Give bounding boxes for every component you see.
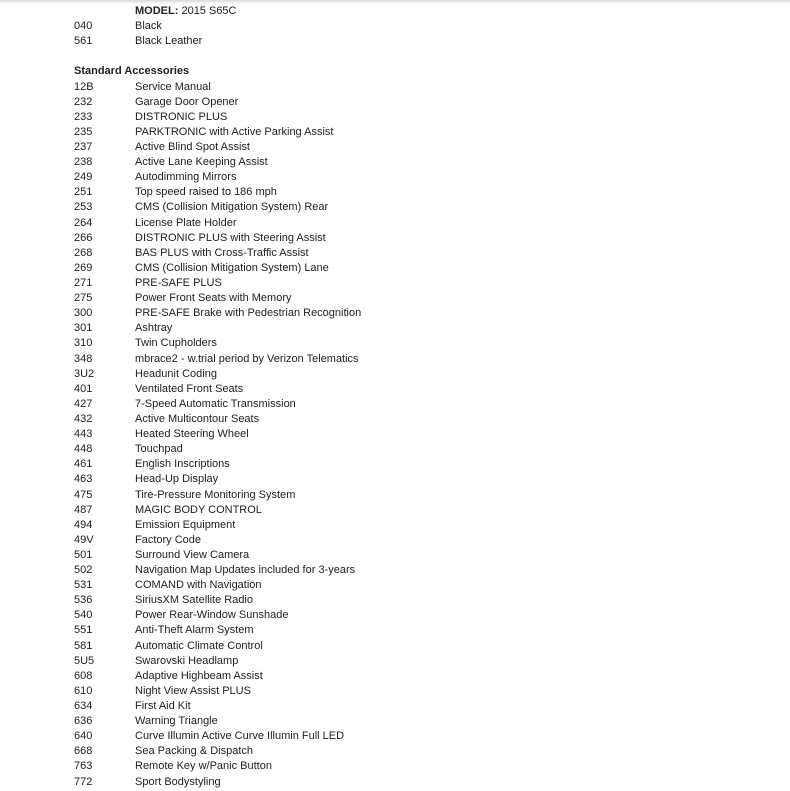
option-description: DISTRONIC PLUS <box>135 110 228 123</box>
accessory-row <box>74 488 774 503</box>
option-description: Swarovski Headlamp <box>135 654 239 667</box>
color-option-row <box>74 34 774 49</box>
option-code: 275 <box>74 292 93 305</box>
option-description: Power Rear-Window Sunshade <box>135 609 289 622</box>
model-line <box>135 4 774 19</box>
option-code: 531 <box>74 579 93 592</box>
accessory-row <box>74 744 774 759</box>
option-code: 463 <box>74 473 93 486</box>
option-code: 300 <box>74 307 93 320</box>
accessory-row <box>74 729 774 744</box>
option-description: BAS PLUS with Cross-Traffic Assist <box>135 246 309 259</box>
model-row-spacer <box>74 4 135 19</box>
option-code: 253 <box>74 201 93 214</box>
option-code: 040 <box>74 20 93 33</box>
option-code: 448 <box>74 443 93 456</box>
option-code: 432 <box>74 412 93 425</box>
accessory-row <box>74 140 774 155</box>
option-description: Warning Triangle <box>135 715 218 728</box>
option-code: 502 <box>74 564 93 577</box>
option-code: 475 <box>74 488 93 501</box>
option-code: 581 <box>74 639 93 652</box>
accessory-row <box>74 518 774 533</box>
option-description: Adaptive Highbeam Assist <box>135 669 263 682</box>
option-description: PRE-SAFE PLUS <box>135 276 222 289</box>
color-options-list <box>74 19 774 49</box>
accessory-row <box>74 684 774 699</box>
accessory-row <box>74 427 774 442</box>
accessory-row <box>74 412 774 427</box>
option-code: 772 <box>74 775 93 788</box>
accessory-row <box>74 623 774 638</box>
option-description: Autodimming Mirrors <box>135 171 237 184</box>
accessory-row <box>74 608 774 623</box>
accessory-row <box>74 578 774 593</box>
option-code: 264 <box>74 216 93 229</box>
option-description: Ventilated Front Seats <box>135 382 244 395</box>
option-description: Automatic Climate Control <box>135 639 263 652</box>
option-description: SiriusXM Satellite Radio <box>135 594 253 607</box>
section-spacer <box>74 49 774 64</box>
option-code: 49V <box>74 533 94 546</box>
accessory-row <box>74 563 774 578</box>
accessory-row <box>74 155 774 170</box>
accessory-row <box>74 669 774 684</box>
option-description: Surround View Camera <box>135 548 250 561</box>
option-description: Sea Packing & Dispatch <box>135 745 254 758</box>
option-code: 540 <box>74 609 93 622</box>
option-code: 232 <box>74 95 93 108</box>
option-description: Service Manual <box>135 80 211 93</box>
option-description: Head-Up Display <box>135 473 219 486</box>
option-description: Night View Assist PLUS <box>135 684 251 697</box>
accessory-row <box>74 306 774 321</box>
option-code: 271 <box>74 276 93 289</box>
standard-accessories-heading: Standard Accessories <box>74 65 190 78</box>
option-description: First Aid Kit <box>135 700 191 713</box>
option-code: 348 <box>74 352 93 365</box>
option-code: 266 <box>74 231 93 244</box>
option-description: Active Multicontour Seats <box>135 412 260 425</box>
option-code: 249 <box>74 171 93 184</box>
accessory-row <box>74 699 774 714</box>
option-description: Factory Code <box>135 533 202 546</box>
model-row <box>74 4 774 19</box>
accessory-row <box>74 231 774 246</box>
option-code: 235 <box>74 125 93 138</box>
option-code: 401 <box>74 382 93 395</box>
accessory-row <box>74 125 774 140</box>
accessory-row <box>74 457 774 472</box>
accessory-row <box>74 775 774 790</box>
accessory-row <box>74 548 774 563</box>
option-code: 461 <box>74 458 93 471</box>
color-option-row <box>74 19 774 34</box>
model-label: MODEL: <box>135 5 179 17</box>
option-description: Touchpad <box>135 443 183 456</box>
option-description: Sport Bodystyling <box>135 775 221 788</box>
option-code: 636 <box>74 715 93 728</box>
option-description: License Plate Holder <box>135 216 237 229</box>
option-description: Remote Key w/Panic Button <box>135 760 272 773</box>
accessory-row <box>74 714 774 729</box>
option-code: 608 <box>74 669 93 682</box>
accessory-row <box>74 321 774 336</box>
option-description: Tire-Pressure Monitoring System <box>135 488 296 501</box>
accessory-row <box>74 382 774 397</box>
accessory-row <box>74 110 774 125</box>
accessory-row <box>74 639 774 654</box>
accessory-row <box>74 246 774 261</box>
option-description: CMS (Collision Mitigation System) Lane <box>135 261 329 274</box>
option-description: Garage Door Opener <box>135 95 239 108</box>
option-description: Black <box>135 20 162 33</box>
option-code: 640 <box>74 730 93 743</box>
option-code: 237 <box>74 140 93 153</box>
option-description: Power Front Seats with Memory <box>135 292 292 305</box>
option-description: Curve Illumin Active Curve Illumin Full LED <box>135 730 345 743</box>
option-code: 5U5 <box>74 654 95 667</box>
accessory-row <box>74 352 774 367</box>
option-code: 233 <box>74 110 93 123</box>
option-code: 238 <box>74 156 93 169</box>
option-code: 12B <box>74 80 94 93</box>
option-code: 269 <box>74 261 93 274</box>
option-code: 427 <box>74 397 93 410</box>
option-description: Active Blind Spot Assist <box>135 140 250 153</box>
option-description: mbrace2 - w.trial period by Verizon Telematics <box>135 352 359 365</box>
option-description: COMAND with Navigation <box>135 579 262 592</box>
accessory-row <box>74 759 774 774</box>
option-description: PRE-SAFE Brake with Pedestrian Recognition <box>135 307 362 320</box>
option-description: Anti-Theft Alarm System <box>135 624 254 637</box>
option-code: 668 <box>74 745 93 758</box>
option-description: Active Lane Keeping Assist <box>135 156 268 169</box>
option-code: 301 <box>74 322 93 335</box>
option-description: Ashtray <box>135 322 173 335</box>
option-code: 494 <box>74 518 93 531</box>
option-description: Headunit Coding <box>135 367 217 380</box>
option-code: 310 <box>74 337 93 350</box>
accessory-row <box>74 397 774 412</box>
option-description: Top speed raised to 186 mph <box>135 186 277 199</box>
option-code: 763 <box>74 760 93 773</box>
option-description: PARKTRONIC with Active Parking Assist <box>135 125 334 138</box>
accessory-row <box>74 261 774 276</box>
option-code: 487 <box>74 503 93 516</box>
accessory-row <box>74 276 774 291</box>
accessory-row <box>74 170 774 185</box>
option-code: 268 <box>74 246 93 259</box>
accessory-row <box>74 472 774 487</box>
option-code: 610 <box>74 684 93 697</box>
option-code: 561 <box>74 35 93 48</box>
option-code: 251 <box>74 186 93 199</box>
option-description: Emission Equipment <box>135 518 236 531</box>
accessory-row <box>74 367 774 382</box>
option-code: 536 <box>74 594 93 607</box>
accessory-row <box>74 200 774 215</box>
option-description: Black Leather <box>135 35 203 48</box>
standard-accessories-list <box>74 80 774 790</box>
accessory-row <box>74 654 774 669</box>
option-code: 3U2 <box>74 367 95 380</box>
option-code: 634 <box>74 700 93 713</box>
option-description: Heated Steering Wheel <box>135 428 249 441</box>
accessory-row <box>74 336 774 351</box>
option-description: 7-Speed Automatic Transmission <box>135 397 296 410</box>
option-code: 443 <box>74 428 93 441</box>
option-description: Twin Cupholders <box>135 337 217 350</box>
accessory-row <box>74 442 774 457</box>
accessory-row <box>74 291 774 306</box>
option-description: CMS (Collision Mitigation System) Rear <box>135 201 329 214</box>
accessory-row <box>74 80 774 95</box>
option-description: English Inscriptions <box>135 458 230 471</box>
accessory-row <box>74 533 774 548</box>
vehicle-option-document <box>74 4 774 790</box>
option-description: Navigation Map Updates included for 3-years <box>135 564 356 577</box>
accessory-row <box>74 503 774 518</box>
option-description: DISTRONIC PLUS with Steering Assist <box>135 231 326 244</box>
accessory-row <box>74 185 774 200</box>
option-code: 551 <box>74 624 93 637</box>
accessory-row <box>74 95 774 110</box>
accessory-row <box>74 216 774 231</box>
option-description: MAGIC BODY CONTROL <box>135 503 262 516</box>
accessory-row <box>74 593 774 608</box>
option-code: 501 <box>74 548 93 561</box>
model-value: 2015 S65C <box>181 5 237 17</box>
